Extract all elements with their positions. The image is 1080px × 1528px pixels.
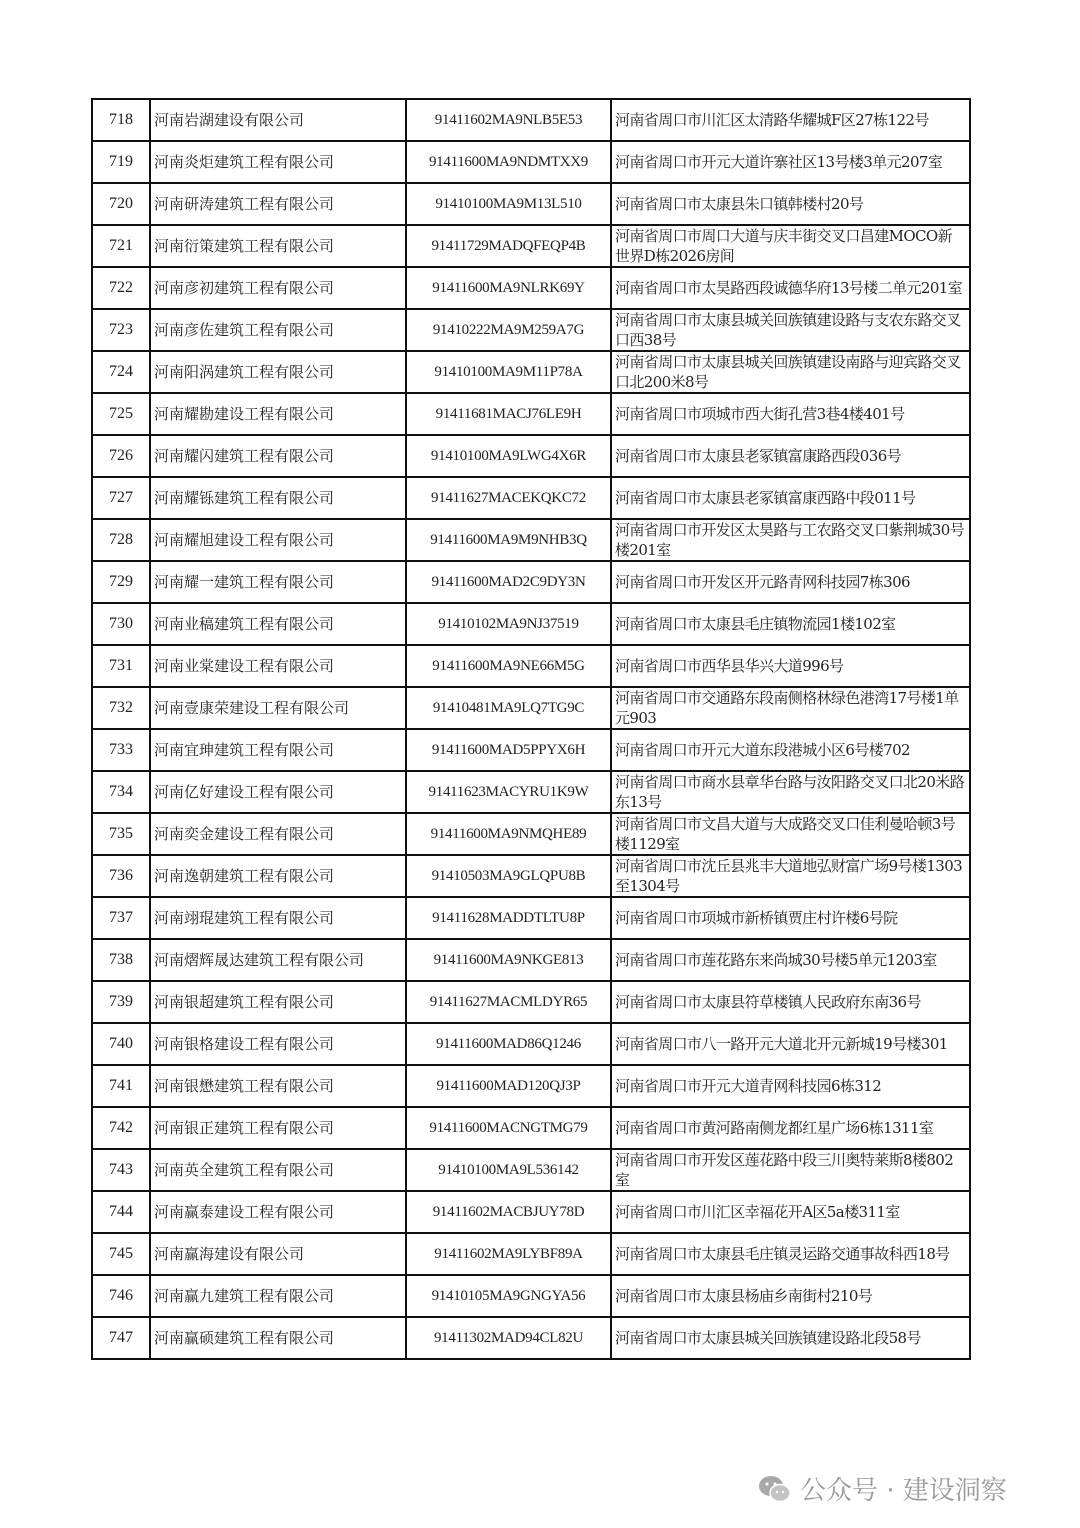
credit-code: 91410102MA9NJ37519 — [406, 603, 611, 645]
company-name: 河南彦佐建筑工程有限公司 — [150, 309, 406, 351]
credit-code: 91410503MA9GLQPU8B — [406, 855, 611, 897]
table-row — [92, 771, 970, 813]
table-row — [92, 1317, 970, 1359]
row-number: 729 — [92, 561, 150, 603]
row-number: 747 — [92, 1317, 150, 1359]
credit-code: 91411628MADDTLTU8P — [406, 897, 611, 939]
row-number: 725 — [92, 393, 150, 435]
credit-code: 91410100MA9M13L510 — [406, 183, 611, 225]
row-number: 742 — [92, 1107, 150, 1149]
address: 河南省周口市交通路东段南侧格林绿色港湾17号楼1单元903 — [611, 687, 970, 729]
table-row — [92, 1191, 970, 1233]
row-number: 746 — [92, 1275, 150, 1317]
row-number: 736 — [92, 855, 150, 897]
watermark-text: 公众号 · 建设洞察 — [800, 1476, 1007, 1506]
table-row — [92, 897, 970, 939]
table-row — [92, 645, 970, 687]
table-row — [92, 477, 970, 519]
company-name: 河南壹康荣建设工程有限公司 — [150, 687, 406, 729]
wechat-icon — [758, 1474, 792, 1504]
row-number: 734 — [92, 771, 150, 813]
row-number: 737 — [92, 897, 150, 939]
address: 河南省周口市西华县华兴大道996号 — [611, 645, 970, 687]
credit-code: 91411729MADQFEQP4B — [406, 225, 611, 267]
credit-code: 91411602MA9NLB5E53 — [406, 99, 611, 141]
credit-code: 91411600MA9M9NHB3Q — [406, 519, 611, 561]
row-number: 719 — [92, 141, 150, 183]
company-name: 河南研涛建筑工程有限公司 — [150, 183, 406, 225]
row-number: 743 — [92, 1149, 150, 1191]
table-row — [92, 435, 970, 477]
credit-code: 91411600MA9NMQHE89 — [406, 813, 611, 855]
company-name: 河南耀一建筑工程有限公司 — [150, 561, 406, 603]
company-name: 河南炎炬建筑工程有限公司 — [150, 141, 406, 183]
company-name: 河南耀旭建设工程有限公司 — [150, 519, 406, 561]
company-table — [91, 98, 971, 1360]
table-row — [92, 1149, 970, 1191]
row-number: 726 — [92, 435, 150, 477]
table-row — [92, 1233, 970, 1275]
row-number: 724 — [92, 351, 150, 393]
company-name: 河南银懋建筑工程有限公司 — [150, 1065, 406, 1107]
company-name: 河南彦初建筑工程有限公司 — [150, 267, 406, 309]
company-name: 河南业棠建设工程有限公司 — [150, 645, 406, 687]
row-number: 718 — [92, 99, 150, 141]
table-row — [92, 519, 970, 561]
company-name: 河南阳涡建筑工程有限公司 — [150, 351, 406, 393]
table-row — [92, 183, 970, 225]
table-row — [92, 267, 970, 309]
company-name: 河南业稿建筑工程有限公司 — [150, 603, 406, 645]
row-number: 727 — [92, 477, 150, 519]
credit-code: 91411623MACYRU1K9W — [406, 771, 611, 813]
table-row — [92, 561, 970, 603]
address: 河南省周口市太康县城关回族镇建设路与支农东路交叉口西38号 — [611, 309, 970, 351]
table-row — [92, 393, 970, 435]
table-row — [92, 1107, 970, 1149]
credit-code: 91411602MACBJUY78D — [406, 1191, 611, 1233]
table-row — [92, 855, 970, 897]
credit-code: 91411602MA9LYBF89A — [406, 1233, 611, 1275]
company-name: 河南耀闪建筑工程有限公司 — [150, 435, 406, 477]
table-row — [92, 309, 970, 351]
address: 河南省周口市川汇区太清路华耀城F区27栋122号 — [611, 99, 970, 141]
company-name: 河南银格建设工程有限公司 — [150, 1023, 406, 1065]
row-number: 738 — [92, 939, 150, 981]
row-number: 730 — [92, 603, 150, 645]
table-row — [92, 1023, 970, 1065]
row-number: 740 — [92, 1023, 150, 1065]
company-name: 河南亿好建设工程有限公司 — [150, 771, 406, 813]
company-name: 河南英全建筑工程有限公司 — [150, 1149, 406, 1191]
row-number: 745 — [92, 1233, 150, 1275]
row-number: 733 — [92, 729, 150, 771]
address: 河南省周口市莲花路东来尚城30号楼5单元1203室 — [611, 939, 970, 981]
credit-code: 91410105MA9GNGYA56 — [406, 1275, 611, 1317]
address: 河南省周口市文昌大道与大成路交叉口佳利曼哈顿3号楼1129室 — [611, 813, 970, 855]
row-number: 720 — [92, 183, 150, 225]
table-row — [92, 729, 970, 771]
credit-code: 91411627MACEKQKC72 — [406, 477, 611, 519]
address: 河南省周口市太康县老冢镇富康西路中段011号 — [611, 477, 970, 519]
credit-code: 91411600MAD120QJ3P — [406, 1065, 611, 1107]
company-name: 河南衍策建筑工程有限公司 — [150, 225, 406, 267]
company-name: 河南赢硕建筑工程有限公司 — [150, 1317, 406, 1359]
credit-code: 91410100MA9L536142 — [406, 1149, 611, 1191]
address: 河南省周口市太康县杨庙乡南街村210号 — [611, 1275, 970, 1317]
address: 河南省周口市太康县城关回族镇建设路北段58号 — [611, 1317, 970, 1359]
address: 河南省周口市太康县毛庄镇物流园1楼102室 — [611, 603, 970, 645]
company-name: 河南赢九建筑工程有限公司 — [150, 1275, 406, 1317]
address: 河南省周口市商水县章华台路与汝阳路交叉口北20米路东13号 — [611, 771, 970, 813]
row-number: 721 — [92, 225, 150, 267]
credit-code: 91410100MA9M11P78A — [406, 351, 611, 393]
row-number: 722 — [92, 267, 150, 309]
row-number: 728 — [92, 519, 150, 561]
address: 河南省周口市太康县毛庄镇灵运路交通事故科西18号 — [611, 1233, 970, 1275]
table-row — [92, 1275, 970, 1317]
credit-code: 91411600MA9NKGE813 — [406, 939, 611, 981]
company-name: 河南赢海建设有限公司 — [150, 1233, 406, 1275]
address: 河南省周口市项城市新桥镇贾庄村许楼6号院 — [611, 897, 970, 939]
address: 河南省周口市太昊路西段诚德华府13号楼二单元201室 — [611, 267, 970, 309]
credit-code: 91411627MACMLDYR65 — [406, 981, 611, 1023]
credit-code: 91410222MA9M259A7G — [406, 309, 611, 351]
credit-code: 91411600MAD5PPYX6H — [406, 729, 611, 771]
watermark — [758, 1470, 1007, 1507]
table-row — [92, 1065, 970, 1107]
credit-code: 91411681MACJ76LE9H — [406, 393, 611, 435]
credit-code: 91411600MA9NLRK69Y — [406, 267, 611, 309]
table-row — [92, 99, 970, 141]
row-number: 723 — [92, 309, 150, 351]
row-number: 732 — [92, 687, 150, 729]
table-row — [92, 225, 970, 267]
credit-code: 91410481MA9LQ7TG9C — [406, 687, 611, 729]
company-name: 河南奕金建设工程有限公司 — [150, 813, 406, 855]
address: 河南省周口市川汇区幸福花开A区5a楼311室 — [611, 1191, 970, 1233]
address: 河南省周口市太康县老冢镇富康路西段036号 — [611, 435, 970, 477]
table-row — [92, 141, 970, 183]
address: 河南省周口市项城市西大街孔营3巷4楼401号 — [611, 393, 970, 435]
company-name: 河南逸朝建筑工程有限公司 — [150, 855, 406, 897]
table-row — [92, 351, 970, 393]
address: 河南省周口市八一路开元大道北开元新城19号楼301 — [611, 1023, 970, 1065]
row-number: 744 — [92, 1191, 150, 1233]
address: 河南省周口市沈丘县兆丰大道地弘财富广场9号楼1303至1304号 — [611, 855, 970, 897]
address: 河南省周口市开元大道许寨社区13号楼3单元207室 — [611, 141, 970, 183]
row-number: 735 — [92, 813, 150, 855]
address: 河南省周口市太康县朱口镇韩楼村20号 — [611, 183, 970, 225]
company-name: 河南银正建筑工程有限公司 — [150, 1107, 406, 1149]
table-row — [92, 813, 970, 855]
table-row — [92, 939, 970, 981]
credit-code: 91411600MAD2C9DY3N — [406, 561, 611, 603]
company-name: 河南翊琨建筑工程有限公司 — [150, 897, 406, 939]
row-number: 739 — [92, 981, 150, 1023]
company-name: 河南岩湖建设有限公司 — [150, 99, 406, 141]
table-row — [92, 603, 970, 645]
address: 河南省周口市太康县符草楼镇人民政府东南36号 — [611, 981, 970, 1023]
table-row — [92, 981, 970, 1023]
company-name: 河南熠辉晟达建筑工程有限公司 — [150, 939, 406, 981]
address: 河南省周口市开元大道青网科技园6栋312 — [611, 1065, 970, 1107]
address: 河南省周口市开发区开元路青网科技园7栋306 — [611, 561, 970, 603]
credit-code: 91411600MA9NDMTXX9 — [406, 141, 611, 183]
credit-code: 91411600MAD86Q1246 — [406, 1023, 611, 1065]
address: 河南省周口市黄河路南侧龙都红星广场6栋1311室 — [611, 1107, 970, 1149]
address: 河南省周口市开发区太昊路与工农路交叉口紫荆城30号楼201室 — [611, 519, 970, 561]
credit-code: 91411600MA9NE66M5G — [406, 645, 611, 687]
company-name: 河南银超建筑工程有限公司 — [150, 981, 406, 1023]
company-name: 河南耀铄建筑工程有限公司 — [150, 477, 406, 519]
address: 河南省周口市开发区莲花路中段三川奥特莱斯8楼802室 — [611, 1149, 970, 1191]
credit-code: 91411302MAD94CL82U — [406, 1317, 611, 1359]
credit-code: 91410100MA9LWG4X6R — [406, 435, 611, 477]
company-name: 河南耀勘建设工程有限公司 — [150, 393, 406, 435]
credit-code: 91411600MACNGTMG79 — [406, 1107, 611, 1149]
row-number: 731 — [92, 645, 150, 687]
company-name: 河南赢泰建设工程有限公司 — [150, 1191, 406, 1233]
company-name: 河南宜珅建筑工程有限公司 — [150, 729, 406, 771]
address: 河南省周口市太康县城关回族镇建设南路与迎宾路交叉口北200米8号 — [611, 351, 970, 393]
address: 河南省周口市周口大道与庆丰街交叉口昌建MOCO新世界D栋2026房间 — [611, 225, 970, 267]
address: 河南省周口市开元大道东段港城小区6号楼702 — [611, 729, 970, 771]
row-number: 741 — [92, 1065, 150, 1107]
table-row — [92, 687, 970, 729]
